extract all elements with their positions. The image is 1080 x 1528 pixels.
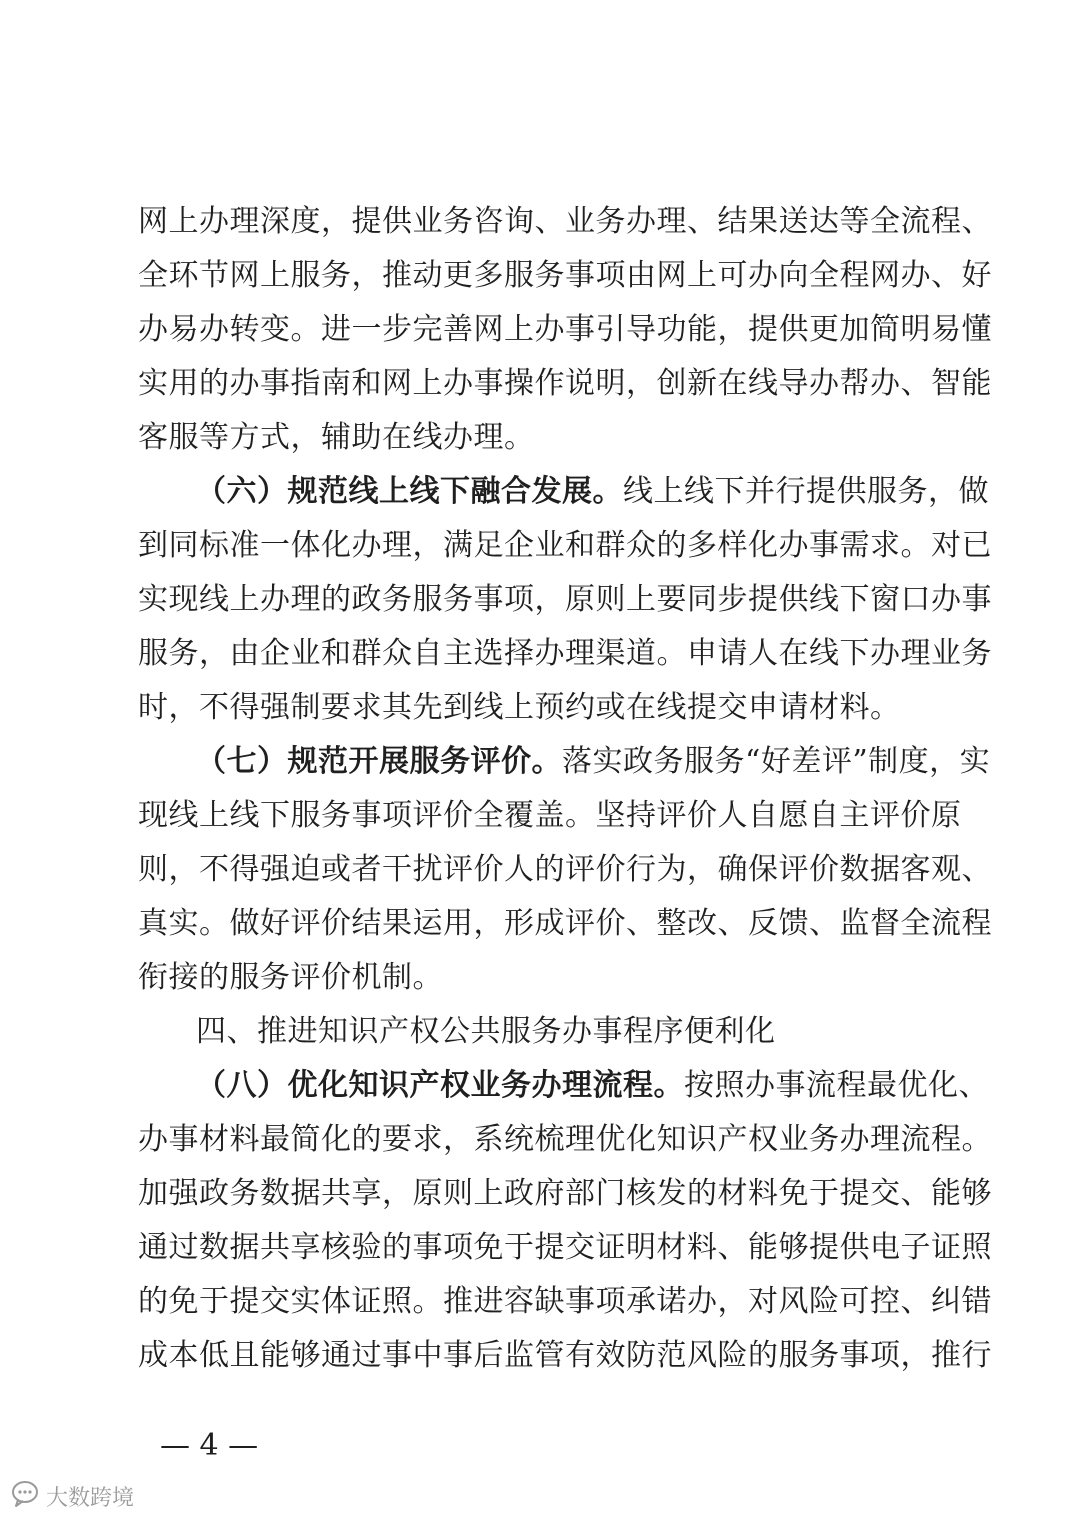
section-6-first-line-text: 线上线下并行提供服务，做: [623, 474, 989, 509]
paragraph-line: 衔接的服务评价机制。: [138, 960, 443, 995]
section-8-first-line-text: 按照办事流程最优化、: [684, 1068, 989, 1103]
paragraph-line: 客服等方式，辅助在线办理。: [138, 420, 535, 455]
section-8-title: （八）优化知识产权业务办理流程。: [196, 1068, 684, 1103]
paragraph-line: 网上办理深度，提供业务咨询、业务办理、结果送达等全流程、: [138, 204, 992, 239]
paragraph-line: 的免于提交实体证照。推进容缺事项承诺办，对风险可控、纠错: [138, 1284, 992, 1319]
chapter-4-heading: 四、推进知识产权公共服务办事程序便利化: [196, 1014, 776, 1049]
paragraph-line: 成本低且能够通过事中事后监管有效防范风险的服务事项，推行: [138, 1338, 992, 1373]
paragraph-line: 实现线上办理的政务服务事项，原则上要同步提供线下窗口办事: [138, 582, 992, 617]
section-7-first-line: [196, 735, 991, 789]
watermark: [10, 1478, 134, 1514]
paragraph-line: 通过数据共享核验的事项免于提交证明材料、能够提供电子证照: [138, 1230, 992, 1265]
watermark-text: 大数跨境: [46, 1485, 135, 1511]
paragraph-line: 真实。做好评价结果运用，形成评价、整改、反馈、监督全流程: [138, 906, 992, 941]
section-7-title: （七）规范开展服务评价。: [196, 744, 562, 779]
paragraph-line: 现线上线下服务事项评价全覆盖。坚持评价人自愿自主评价原: [138, 798, 962, 833]
section-6-first-line: [196, 465, 989, 519]
page-number: — 4 —: [160, 1428, 259, 1463]
paragraph-line: 则，不得强迫或者干扰评价人的评价行为，确保评价数据客观、: [138, 852, 992, 887]
chat-bubble-logo-icon: [10, 1478, 40, 1514]
paragraph-line: 全环节网上服务，推动更多服务事项由网上可办向全程网办、好: [138, 258, 992, 293]
paragraph-line: 实用的办事指南和网上办事操作说明，创新在线导办帮办、智能: [138, 366, 992, 401]
paragraph-line: 服务，由企业和群众自主选择办理渠道。申请人在线下办理业务: [138, 636, 992, 671]
paragraph-line: 到同标准一体化办理，满足企业和群众的多样化办事需求。对已: [138, 528, 992, 563]
paragraph-line: 办易办转变。进一步完善网上办事引导功能，提供更加简明易懂: [138, 312, 992, 347]
section-7-first-line-text: 落实政务服务“好差评”制度，实: [562, 744, 991, 779]
section-8-first-line: [196, 1059, 989, 1113]
paragraph-line: 时，不得强制要求其先到线上预约或在线提交申请材料。: [138, 690, 901, 725]
paragraph-line: 加强政务数据共享，原则上政府部门核发的材料免于提交、能够: [138, 1176, 992, 1211]
section-6-title: （六）规范线上线下融合发展。: [196, 474, 623, 509]
paragraph-line: 办事材料最简化的要求，系统梳理优化知识产权业务办理流程。: [138, 1122, 992, 1157]
